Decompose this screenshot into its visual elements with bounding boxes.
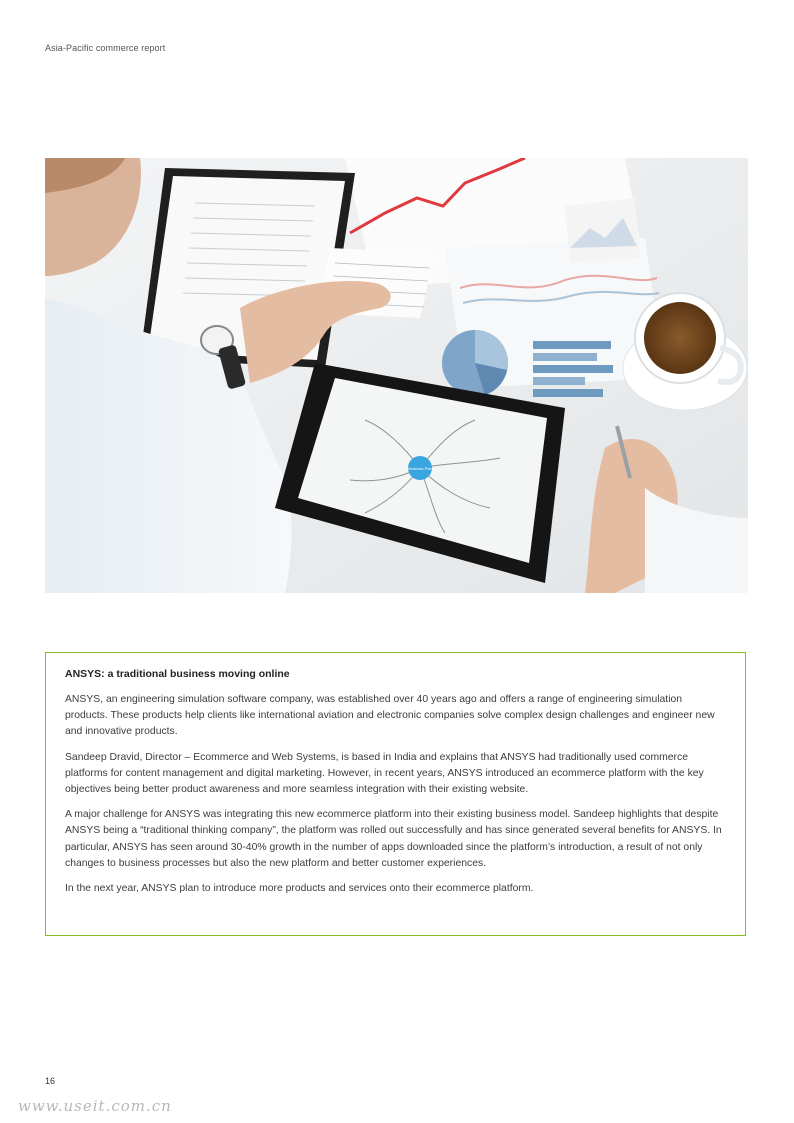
case-study-title: ANSYS: a traditional business moving online xyxy=(65,668,290,680)
case-study-paragraph: In the next year, ANSYS plan to introduce more products and services onto their ecommerce platform. xyxy=(65,883,534,895)
watermark: www.useit.com.cn xyxy=(18,1097,172,1115)
case-study-box xyxy=(45,652,746,936)
running-header: Asia-Pacific commerce report xyxy=(45,43,166,53)
case-study-paragraph: A major challenge for ANSYS was integrating this new ecommerce platform into their existing business model. Sandeep highlights that despite ANSYS being a “traditional thinking company”, the platform was rolled out successfully and has since generated several benefits for ANSYS. In particular, ANSYS has seen around 30-40% growth in the number of apps downloaded since the platform’s introduction, a result of not only changes to business processes but also the new platform and better customer experiences. xyxy=(65,809,722,869)
case-study-paragraph: Sandeep Dravid, Director – Ecommerce and Web Systems, is based in India and explains that ANSYS had traditionally used commerce platforms for content management and digital marketing. However, in recent years, ANSYS introduced an ecommerce platform with the key objectives being better product awareness and more seamless integration with their existing website. xyxy=(65,751,704,796)
businessman-tablet-illustration xyxy=(45,158,748,593)
hero-photo xyxy=(45,158,748,593)
page-number: 16 xyxy=(45,1076,56,1086)
case-study-paragraph: ANSYS, an engineering simulation software company, was established over 40 years ago and offers a range of engineering simulation products. These products help clients like international aviation and electronic companies solve complex design challenges and engineer new and innovative products. xyxy=(65,694,715,738)
svg-text:Business Plan: Business Plan xyxy=(407,466,433,471)
